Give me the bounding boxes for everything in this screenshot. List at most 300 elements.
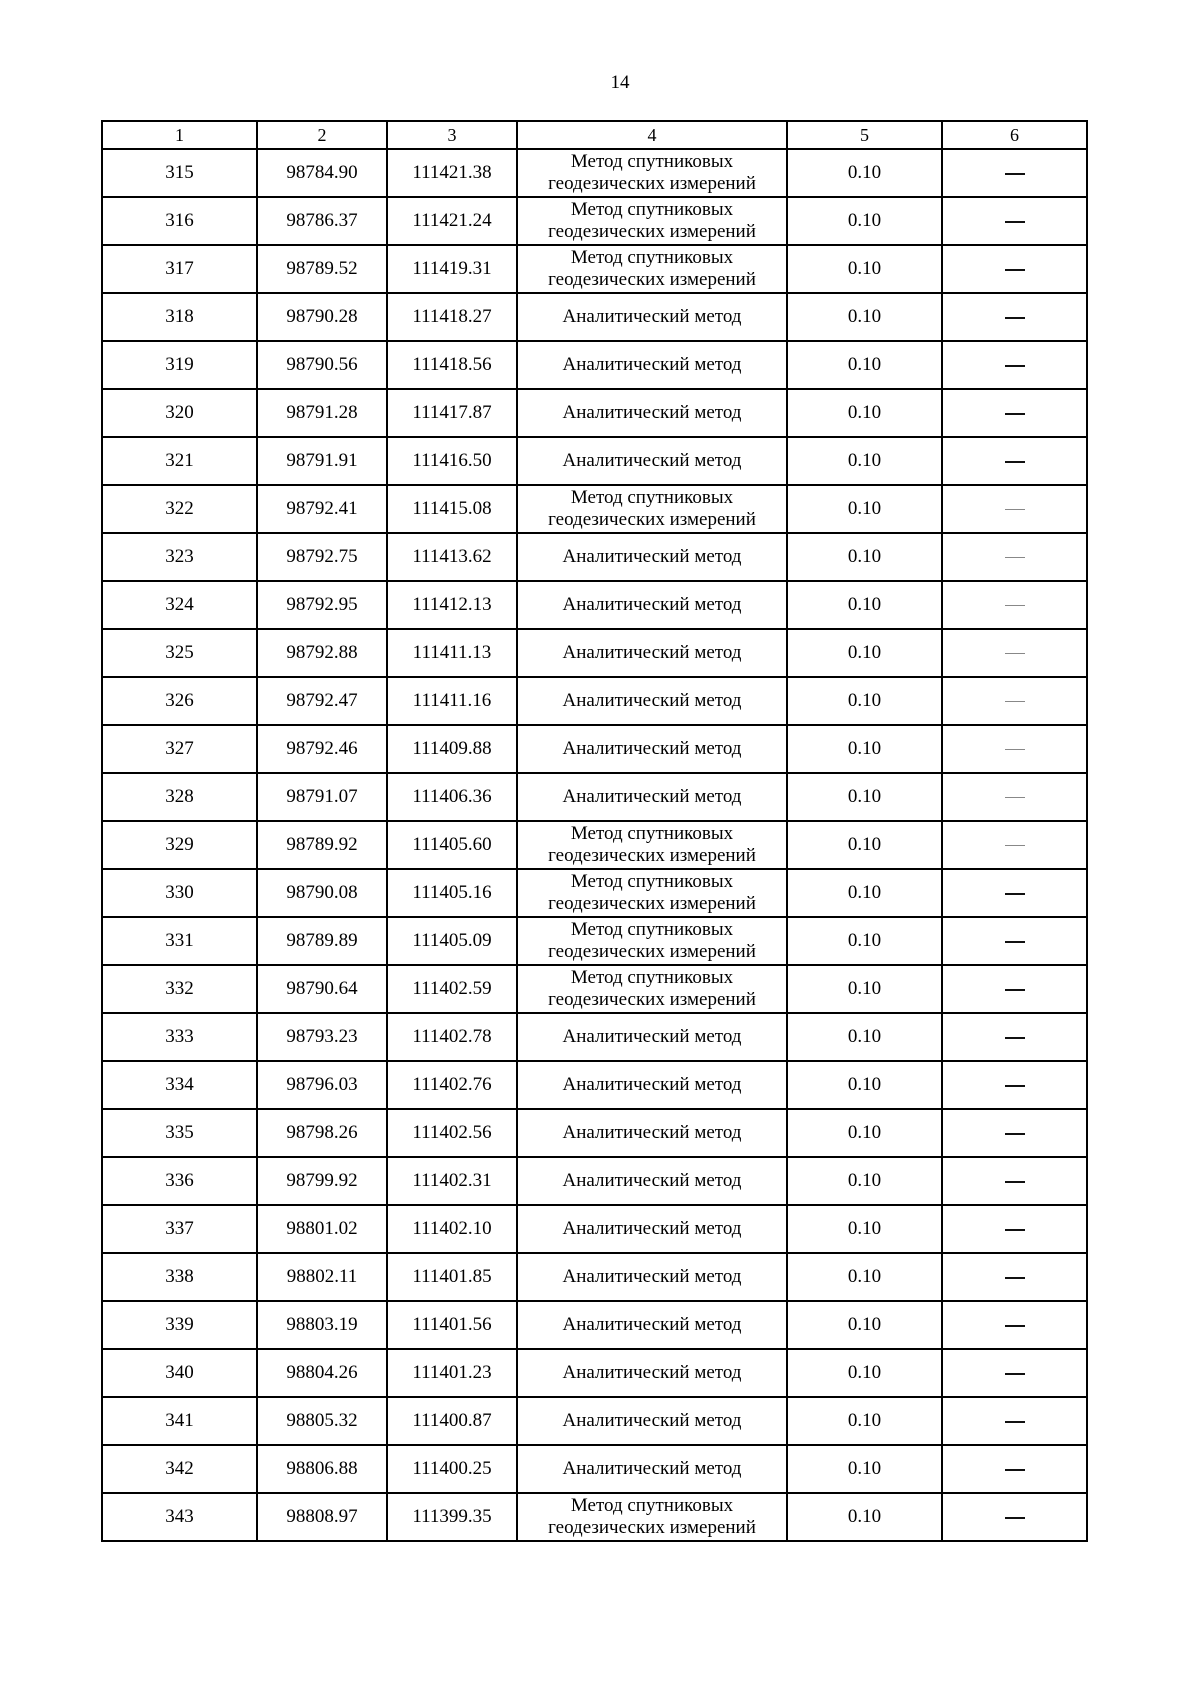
dash-mark <box>1005 509 1025 510</box>
accuracy-cell <box>787 1349 942 1397</box>
description-cell <box>942 1397 1087 1445</box>
description-cell <box>942 197 1087 245</box>
method-cell <box>517 869 787 917</box>
dash-mark <box>1005 1229 1025 1231</box>
table-row <box>102 629 1087 677</box>
point-number-cell <box>102 437 257 485</box>
method-cell <box>517 965 787 1013</box>
method-cell <box>517 1061 787 1109</box>
dash-mark <box>1005 941 1025 943</box>
point-number-cell <box>102 1349 257 1397</box>
method-cell <box>517 629 787 677</box>
description-cell <box>942 1013 1087 1061</box>
point-number-text: 342 <box>165 1458 194 1479</box>
accuracy-text: 0.10 <box>847 930 882 951</box>
y-coordinate-text: 111412.13 <box>412 594 492 615</box>
point-number-text: 339 <box>165 1314 194 1335</box>
y-coordinate-cell <box>387 917 517 965</box>
method-text: Метод спутниковых геодезических измерений <box>548 967 756 1010</box>
description-cell <box>942 1157 1087 1205</box>
point-number-text: 332 <box>165 978 194 999</box>
x-coordinate-cell <box>257 1445 387 1493</box>
point-number-text: 320 <box>165 402 194 423</box>
method-text: Аналитический метод <box>562 1458 742 1479</box>
table-row <box>102 677 1087 725</box>
dash-mark <box>1005 1037 1025 1039</box>
y-coordinate-text: 111401.23 <box>412 1362 492 1383</box>
dash-mark <box>1005 797 1025 798</box>
dash-mark <box>1005 1133 1025 1135</box>
description-cell <box>942 869 1087 917</box>
x-coordinate-text: 98791.07 <box>286 786 358 807</box>
point-number-cell <box>102 149 257 197</box>
table-row <box>102 149 1087 197</box>
y-coordinate-cell <box>387 293 517 341</box>
point-number-cell <box>102 533 257 581</box>
accuracy-text: 0.10 <box>847 210 882 231</box>
description-cell <box>942 533 1087 581</box>
point-number-text: 327 <box>165 738 194 759</box>
x-coordinate-cell <box>257 1157 387 1205</box>
point-number-text: 338 <box>165 1266 194 1287</box>
accuracy-text: 0.10 <box>847 1506 882 1527</box>
x-coordinate-text: 98790.64 <box>286 978 358 999</box>
table-row <box>102 1493 1087 1541</box>
accuracy-cell <box>787 197 942 245</box>
method-cell <box>517 1013 787 1061</box>
method-cell <box>517 1205 787 1253</box>
description-cell <box>942 965 1087 1013</box>
x-coordinate-cell <box>257 629 387 677</box>
method-text: Аналитический метод <box>562 1074 742 1095</box>
dash-mark <box>1005 605 1025 606</box>
point-number-text: 317 <box>165 258 194 279</box>
x-coordinate-cell <box>257 1301 387 1349</box>
dash-mark <box>1005 893 1025 895</box>
accuracy-cell <box>787 869 942 917</box>
accuracy-text: 0.10 <box>847 978 882 999</box>
method-cell <box>517 821 787 869</box>
method-text: Аналитический метод <box>562 594 742 615</box>
y-coordinate-text: 111402.78 <box>412 1026 492 1047</box>
y-coordinate-text: 111405.09 <box>412 930 492 951</box>
point-number-text: 343 <box>165 1506 194 1527</box>
accuracy-cell <box>787 485 942 533</box>
dash-mark <box>1005 1277 1025 1279</box>
accuracy-text: 0.10 <box>847 738 882 759</box>
y-coordinate-cell <box>387 965 517 1013</box>
method-cell <box>517 389 787 437</box>
description-cell <box>942 677 1087 725</box>
x-coordinate-cell <box>257 917 387 965</box>
method-text: Аналитический метод <box>562 1362 742 1383</box>
point-number-cell <box>102 485 257 533</box>
x-coordinate-cell <box>257 821 387 869</box>
point-number-text: 322 <box>165 498 194 519</box>
point-number-text: 331 <box>165 930 194 951</box>
description-cell <box>942 437 1087 485</box>
accuracy-text: 0.10 <box>847 162 882 183</box>
table-header <box>102 121 1087 149</box>
method-text: Метод спутниковых геодезических измерений <box>548 247 756 290</box>
description-cell <box>942 1061 1087 1109</box>
x-coordinate-cell <box>257 965 387 1013</box>
point-number-cell <box>102 1301 257 1349</box>
accuracy-cell <box>787 245 942 293</box>
accuracy-text: 0.10 <box>847 1122 882 1143</box>
y-coordinate-text: 111418.56 <box>412 354 492 375</box>
accuracy-cell <box>787 1109 942 1157</box>
accuracy-cell <box>787 1157 942 1205</box>
x-coordinate-text: 98803.19 <box>286 1314 358 1335</box>
point-number-cell <box>102 1205 257 1253</box>
x-coordinate-text: 98790.08 <box>286 882 358 903</box>
y-coordinate-text: 111402.76 <box>412 1074 492 1095</box>
x-coordinate-cell <box>257 1109 387 1157</box>
point-number-text: 323 <box>165 546 194 567</box>
accuracy-text: 0.10 <box>847 1314 882 1335</box>
x-coordinate-cell <box>257 149 387 197</box>
y-coordinate-text: 111399.35 <box>412 1506 492 1527</box>
y-coordinate-cell <box>387 629 517 677</box>
point-number-cell <box>102 965 257 1013</box>
accuracy-text: 0.10 <box>847 1218 882 1239</box>
y-coordinate-cell <box>387 1397 517 1445</box>
y-coordinate-cell <box>387 1493 517 1541</box>
description-cell <box>942 1349 1087 1397</box>
method-text: Аналитический метод <box>562 546 742 567</box>
method-cell <box>517 917 787 965</box>
accuracy-text: 0.10 <box>847 1410 882 1431</box>
point-number-cell <box>102 1445 257 1493</box>
point-number-cell <box>102 1397 257 1445</box>
x-coordinate-cell <box>257 341 387 389</box>
point-number-text: 337 <box>165 1218 194 1239</box>
x-coordinate-text: 98808.97 <box>286 1506 358 1527</box>
x-coordinate-text: 98789.52 <box>286 258 358 279</box>
point-number-text: 316 <box>165 210 194 231</box>
x-coordinate-text: 98801.02 <box>286 1218 358 1239</box>
table-row <box>102 581 1087 629</box>
dash-mark <box>1005 749 1025 750</box>
accuracy-text: 0.10 <box>847 1266 882 1287</box>
x-coordinate-text: 98789.89 <box>286 930 358 951</box>
accuracy-text: 0.10 <box>847 354 882 375</box>
accuracy-text: 0.10 <box>847 498 882 519</box>
method-cell <box>517 581 787 629</box>
y-coordinate-cell <box>387 149 517 197</box>
method-text: Аналитический метод <box>562 690 742 711</box>
x-coordinate-text: 98784.90 <box>286 162 358 183</box>
table-row <box>102 1253 1087 1301</box>
x-coordinate-text: 98804.26 <box>286 1362 358 1383</box>
x-coordinate-cell <box>257 725 387 773</box>
y-coordinate-cell <box>387 1253 517 1301</box>
accuracy-cell <box>787 677 942 725</box>
point-number-cell <box>102 725 257 773</box>
point-number-cell <box>102 869 257 917</box>
point-number-cell <box>102 677 257 725</box>
method-text: Аналитический метод <box>562 642 742 663</box>
description-cell <box>942 1445 1087 1493</box>
accuracy-cell <box>787 581 942 629</box>
x-coordinate-text: 98791.28 <box>286 402 358 423</box>
y-coordinate-cell <box>387 437 517 485</box>
accuracy-text: 0.10 <box>847 1074 882 1095</box>
x-coordinate-cell <box>257 1397 387 1445</box>
x-coordinate-text: 98798.26 <box>286 1122 358 1143</box>
accuracy-text: 0.10 <box>847 1458 882 1479</box>
x-coordinate-cell <box>257 581 387 629</box>
x-coordinate-text: 98796.03 <box>286 1074 358 1095</box>
accuracy-cell <box>787 1205 942 1253</box>
accuracy-text: 0.10 <box>847 402 882 423</box>
table-row <box>102 1301 1087 1349</box>
description-cell <box>942 245 1087 293</box>
description-cell <box>942 389 1087 437</box>
table-row <box>102 485 1087 533</box>
y-coordinate-text: 111413.62 <box>412 546 492 567</box>
table-row <box>102 1157 1087 1205</box>
description-cell <box>942 917 1087 965</box>
point-number-cell <box>102 1013 257 1061</box>
x-coordinate-cell <box>257 1013 387 1061</box>
table-row <box>102 725 1087 773</box>
dash-mark <box>1005 1469 1025 1471</box>
method-cell <box>517 245 787 293</box>
description-cell <box>942 581 1087 629</box>
point-number-cell <box>102 821 257 869</box>
x-coordinate-text: 98792.95 <box>286 594 358 615</box>
accuracy-cell <box>787 149 942 197</box>
y-coordinate-cell <box>387 581 517 629</box>
dash-mark <box>1005 173 1025 175</box>
point-number-cell <box>102 1061 257 1109</box>
description-cell <box>942 485 1087 533</box>
table-row <box>102 197 1087 245</box>
table-row <box>102 1061 1087 1109</box>
y-coordinate-text: 111419.31 <box>412 258 492 279</box>
x-coordinate-text: 98792.46 <box>286 738 358 759</box>
method-text: Метод спутниковых геодезических измерений <box>548 871 756 914</box>
accuracy-cell <box>787 437 942 485</box>
accuracy-cell <box>787 965 942 1013</box>
point-number-text: 319 <box>165 354 194 375</box>
x-coordinate-text: 98786.37 <box>286 210 358 231</box>
accuracy-text: 0.10 <box>847 834 882 855</box>
table-row <box>102 437 1087 485</box>
page-number: 14 <box>610 72 630 93</box>
accuracy-text: 0.10 <box>847 546 882 567</box>
point-number-text: 324 <box>165 594 194 615</box>
y-coordinate-cell <box>387 197 517 245</box>
header-row <box>102 121 1087 149</box>
accuracy-text: 0.10 <box>847 1362 882 1383</box>
description-cell <box>942 821 1087 869</box>
accuracy-text: 0.10 <box>847 1170 882 1191</box>
point-number-text: 335 <box>165 1122 194 1143</box>
coordinates-table <box>101 120 1088 1542</box>
y-coordinate-text: 111400.87 <box>412 1410 492 1431</box>
x-coordinate-text: 98805.32 <box>286 1410 358 1431</box>
method-text: Аналитический метод <box>562 354 742 375</box>
x-coordinate-cell <box>257 773 387 821</box>
method-cell <box>517 1349 787 1397</box>
y-coordinate-cell <box>387 389 517 437</box>
point-number-cell <box>102 197 257 245</box>
y-coordinate-text: 111400.25 <box>412 1458 492 1479</box>
table-row <box>102 1013 1087 1061</box>
method-text: Аналитический метод <box>562 1266 742 1287</box>
method-cell <box>517 1253 787 1301</box>
x-coordinate-text: 98792.47 <box>286 690 358 711</box>
table-body <box>102 149 1087 1541</box>
y-coordinate-text: 111411.16 <box>412 690 492 711</box>
y-coordinate-text: 111416.50 <box>412 450 492 471</box>
accuracy-text: 0.10 <box>847 306 882 327</box>
dash-mark <box>1005 1373 1025 1375</box>
description-cell <box>942 1109 1087 1157</box>
method-text: Аналитический метод <box>562 402 742 423</box>
description-cell <box>942 725 1087 773</box>
accuracy-cell <box>787 389 942 437</box>
point-number-text: 340 <box>165 1362 194 1383</box>
point-number-text: 341 <box>165 1410 194 1431</box>
method-text: Аналитический метод <box>562 1026 742 1047</box>
method-cell <box>517 773 787 821</box>
x-coordinate-text: 98789.92 <box>286 834 358 855</box>
accuracy-cell <box>787 1445 942 1493</box>
table-row <box>102 869 1087 917</box>
accuracy-text: 0.10 <box>847 690 882 711</box>
y-coordinate-text: 111409.88 <box>412 738 492 759</box>
header-col-6: 6 <box>942 121 1087 149</box>
y-coordinate-cell <box>387 677 517 725</box>
y-coordinate-cell <box>387 533 517 581</box>
x-coordinate-cell <box>257 1493 387 1541</box>
y-coordinate-cell <box>387 485 517 533</box>
table-row <box>102 917 1087 965</box>
method-cell <box>517 533 787 581</box>
y-coordinate-cell <box>387 725 517 773</box>
x-coordinate-cell <box>257 293 387 341</box>
point-number-cell <box>102 389 257 437</box>
y-coordinate-cell <box>387 1013 517 1061</box>
method-text: Метод спутниковых геодезических измерений <box>548 199 756 242</box>
x-coordinate-cell <box>257 197 387 245</box>
method-text: Метод спутниковых геодезических измерений <box>548 823 756 866</box>
x-coordinate-cell <box>257 1253 387 1301</box>
method-cell <box>517 1397 787 1445</box>
y-coordinate-cell <box>387 821 517 869</box>
accuracy-text: 0.10 <box>847 450 882 471</box>
header-col-2: 2 <box>257 121 387 149</box>
y-coordinate-cell <box>387 1109 517 1157</box>
y-coordinate-cell <box>387 245 517 293</box>
header-col-1: 1 <box>102 121 257 149</box>
accuracy-cell <box>787 725 942 773</box>
table-row <box>102 1349 1087 1397</box>
dash-mark <box>1005 461 1025 463</box>
y-coordinate-text: 111401.56 <box>412 1314 492 1335</box>
point-number-cell <box>102 773 257 821</box>
description-cell <box>942 1301 1087 1349</box>
y-coordinate-cell <box>387 1157 517 1205</box>
point-number-text: 326 <box>165 690 194 711</box>
accuracy-cell <box>787 533 942 581</box>
description-cell <box>942 1205 1087 1253</box>
method-cell <box>517 677 787 725</box>
accuracy-text: 0.10 <box>847 1026 882 1047</box>
y-coordinate-text: 111402.56 <box>412 1122 492 1143</box>
x-coordinate-cell <box>257 869 387 917</box>
table-row <box>102 245 1087 293</box>
y-coordinate-text: 111401.85 <box>412 1266 492 1287</box>
accuracy-cell <box>787 821 942 869</box>
x-coordinate-text: 98792.41 <box>286 498 358 519</box>
x-coordinate-cell <box>257 245 387 293</box>
table-row <box>102 965 1087 1013</box>
x-coordinate-text: 98792.88 <box>286 642 358 663</box>
y-coordinate-cell <box>387 341 517 389</box>
y-coordinate-cell <box>387 773 517 821</box>
x-coordinate-cell <box>257 1349 387 1397</box>
point-number-text: 325 <box>165 642 194 663</box>
y-coordinate-text: 111417.87 <box>412 402 492 423</box>
accuracy-text: 0.10 <box>847 786 882 807</box>
method-text: Аналитический метод <box>562 1170 742 1191</box>
accuracy-text: 0.10 <box>847 882 882 903</box>
x-coordinate-cell <box>257 533 387 581</box>
point-number-cell <box>102 1157 257 1205</box>
method-cell <box>517 197 787 245</box>
point-number-cell <box>102 1109 257 1157</box>
x-coordinate-cell <box>257 485 387 533</box>
x-coordinate-text: 98791.91 <box>286 450 358 471</box>
x-coordinate-cell <box>257 389 387 437</box>
table-row <box>102 1109 1087 1157</box>
point-number-text: 336 <box>165 1170 194 1191</box>
description-cell <box>942 1253 1087 1301</box>
y-coordinate-text: 111402.31 <box>412 1170 492 1191</box>
point-number-text: 329 <box>165 834 194 855</box>
method-cell <box>517 341 787 389</box>
accuracy-cell <box>787 1061 942 1109</box>
point-number-cell <box>102 341 257 389</box>
description-cell <box>942 629 1087 677</box>
point-number-text: 318 <box>165 306 194 327</box>
dash-mark <box>1005 557 1025 558</box>
dash-mark <box>1005 1325 1025 1327</box>
description-cell <box>942 293 1087 341</box>
dash-mark <box>1005 845 1025 846</box>
accuracy-text: 0.10 <box>847 642 882 663</box>
x-coordinate-cell <box>257 1205 387 1253</box>
point-number-cell <box>102 245 257 293</box>
accuracy-cell <box>787 1013 942 1061</box>
method-text: Аналитический метод <box>562 450 742 471</box>
y-coordinate-cell <box>387 1349 517 1397</box>
dash-mark <box>1005 701 1025 702</box>
method-text: Аналитический метод <box>562 1314 742 1335</box>
dash-mark <box>1005 269 1025 271</box>
method-cell <box>517 437 787 485</box>
x-coordinate-text: 98793.23 <box>286 1026 358 1047</box>
y-coordinate-text: 111402.59 <box>412 978 492 999</box>
y-coordinate-text: 111405.60 <box>412 834 492 855</box>
method-text: Аналитический метод <box>562 738 742 759</box>
method-cell <box>517 1157 787 1205</box>
